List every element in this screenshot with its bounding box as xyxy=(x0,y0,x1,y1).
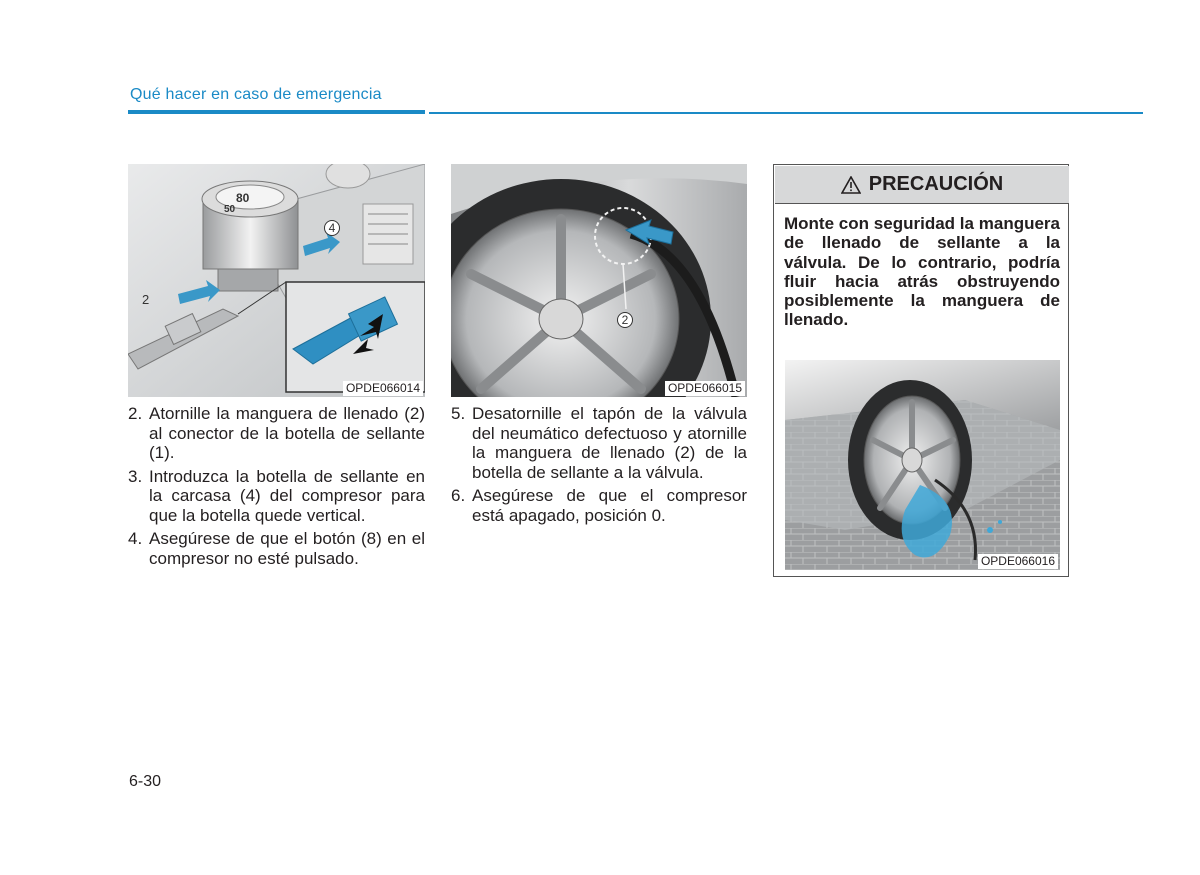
step-number: 5. xyxy=(451,404,466,423)
figure-code: OPDE066015 xyxy=(665,381,745,396)
header-rule-thick xyxy=(128,110,425,114)
figure-sealant-leak xyxy=(785,360,1060,570)
svg-text:80: 80 xyxy=(236,191,250,205)
step-item xyxy=(451,486,747,525)
step-number: 6. xyxy=(451,486,466,505)
step-text: Desatornille el tapón de la válvula del neumático defectuoso y atornille la manguera de llenado (2) de la botella de sellante a la válvula. xyxy=(472,404,747,482)
figure-sealant-bottle xyxy=(128,164,425,397)
step-number: 2. xyxy=(128,404,143,423)
caution-text: Monte con seguridad la manguera de llenado de sellante a la válvula. De lo contrario, podría fluir hacia atrás obstruyendo posiblemente la manguera de llenado. xyxy=(784,214,1060,330)
caution-header xyxy=(775,166,1069,204)
callout-4: 4 xyxy=(324,220,340,236)
step-number: 3. xyxy=(128,466,143,486)
step-item xyxy=(128,404,425,463)
step-text: Asegúrese de que el compresor está apagado, posición 0. xyxy=(472,486,747,525)
step-item xyxy=(451,404,747,482)
step-number: 4. xyxy=(128,529,143,548)
step-item xyxy=(128,529,425,568)
callout-2: 2 xyxy=(617,312,633,328)
figure-wheel-valve xyxy=(451,164,747,397)
caution-title: PRECAUCIÓN xyxy=(868,173,1004,195)
step-text: Atornille la manguera de llenado (2) al conector de la botella de sellante (1). xyxy=(149,404,425,462)
figure-wheel-valve-illustration xyxy=(451,164,747,397)
figure-sealant-leak-illustration xyxy=(785,360,1060,570)
figure-code: OPDE066016 xyxy=(978,554,1058,569)
steps-left xyxy=(128,404,425,572)
figure-sealant-bottle-illustration xyxy=(128,164,425,397)
svg-text:50: 50 xyxy=(224,204,236,215)
header-rule-thin xyxy=(429,112,1143,114)
step-text: Introduzca la botella de sellante en la carcasa (4) del compresor para que la botella quede vertical. xyxy=(149,466,425,525)
figure-code: OPDE066014 xyxy=(343,381,423,396)
step-text: Asegúrese de que el botón (8) en el compresor no esté pulsado. xyxy=(149,529,425,568)
page-number: 6-30 xyxy=(129,773,162,790)
warning-triangle-icon xyxy=(841,176,861,194)
callout-2: 2 xyxy=(142,292,150,307)
step-item xyxy=(128,467,425,526)
section-title: Qué hacer en caso de emergencia xyxy=(130,86,382,103)
steps-middle xyxy=(451,404,747,529)
